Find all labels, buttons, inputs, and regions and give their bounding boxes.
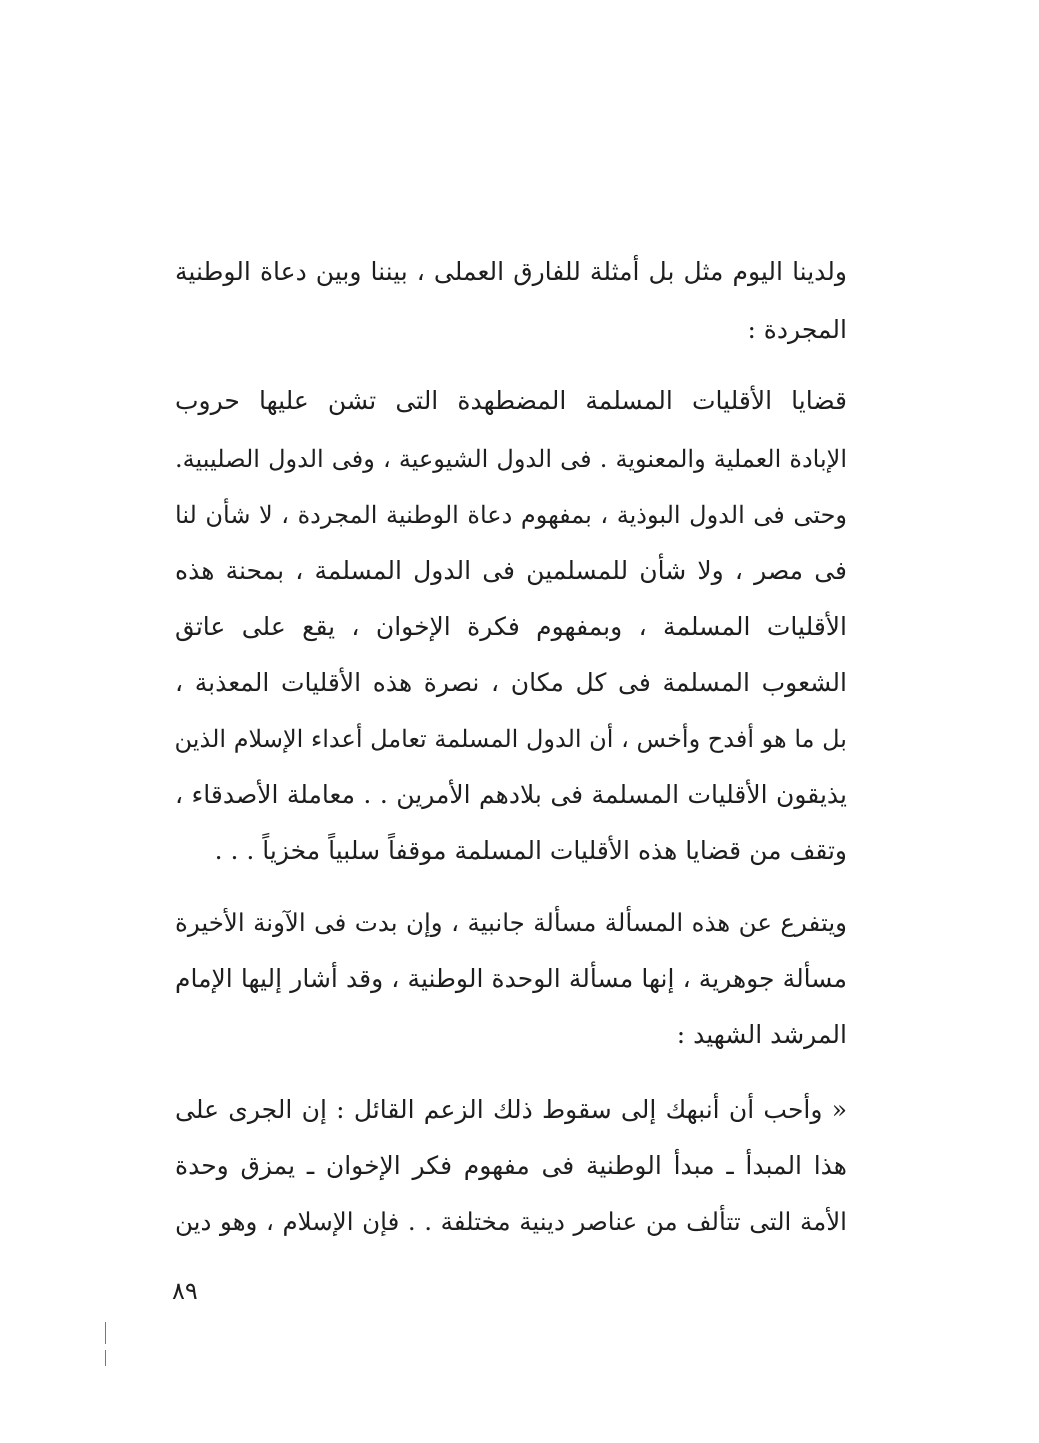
paragraph-2-line-6: الشعوب المسلمة فى كل مكان ، نصرة هذه الأقليات المعذبة ، (175, 668, 847, 697)
paragraph-2-line-5: الأقليات المسلمة ، وبمفهوم فكرة الإخوان ، يقع على عاتق (175, 612, 847, 641)
paragraph-3-line-2: مسألة جوهرية ، إنها مسألة الوحدة الوطنية ، وقد أشار إليها الإمام (175, 964, 847, 993)
paragraph-4-line-2: هذا المبدأ ـ مبدأ الوطنية فى مفهوم فكر الإخوان ـ يمزق وحدة (175, 1151, 847, 1180)
paragraph-2-line-9: وتقف من قضايا هذه الأقليات المسلمة موقفاً سلبياً مخزياً . . . (214, 836, 847, 865)
paragraph-2-line-8: يذيقون الأقليات المسلمة فى بلادهم الأمرين . . معاملة الأصدقاء ، (175, 780, 847, 809)
paragraph-3-line-3: المرشد الشهيد : (676, 1020, 847, 1049)
scan-artifact-mark (105, 1322, 106, 1344)
paragraph-2-line-3: وحتى فى الدول البوذية ، بمفهوم دعاة الوطنية المجردة ، لا شأن لنا (175, 501, 847, 529)
paragraph-2-line-4: فى مصر ، ولا شأن للمسلمين فى الدول المسلمة ، بمحنة هذه (175, 556, 847, 585)
paragraph-4-line-3: الأمة التى تتألف من عناصر دينية مختلفة . . فإن الإسلام ، وهو دين (175, 1207, 847, 1236)
paragraph-1-line-1: ولدينا اليوم مثل بل أمثلة للفارق العملى ، بيننا وبين دعاة الوطنية (175, 257, 847, 286)
paragraph-1-line-2: المجردة : (747, 315, 847, 344)
scan-artifact-mark (105, 1350, 106, 1366)
paragraph-3-line-1: ويتفرع عن هذه المسألة مسألة جانبية ، وإن بدت فى الآونة الأخيرة (175, 908, 847, 937)
page-number: ٨٩ (172, 1277, 198, 1305)
paragraph-2-line-2: الإبادة العملية والمعنوية . فى الدول الشيوعية ، وفى الدول الصليبية. (175, 445, 847, 473)
paragraph-4-line-1: « وأحب أن أنبهك إلى سقوط ذلك الزعم القائل : إن الجرى على (175, 1095, 847, 1124)
paragraph-2-line-7: بل ما هو أفدح وأخس ، أن الدول المسلمة تعامل أعداء الإسلام الذين (174, 725, 847, 753)
paragraph-2-line-1: قضايا الأقليات المسلمة المضطهدة التى تشن عليها حروب (175, 386, 847, 415)
